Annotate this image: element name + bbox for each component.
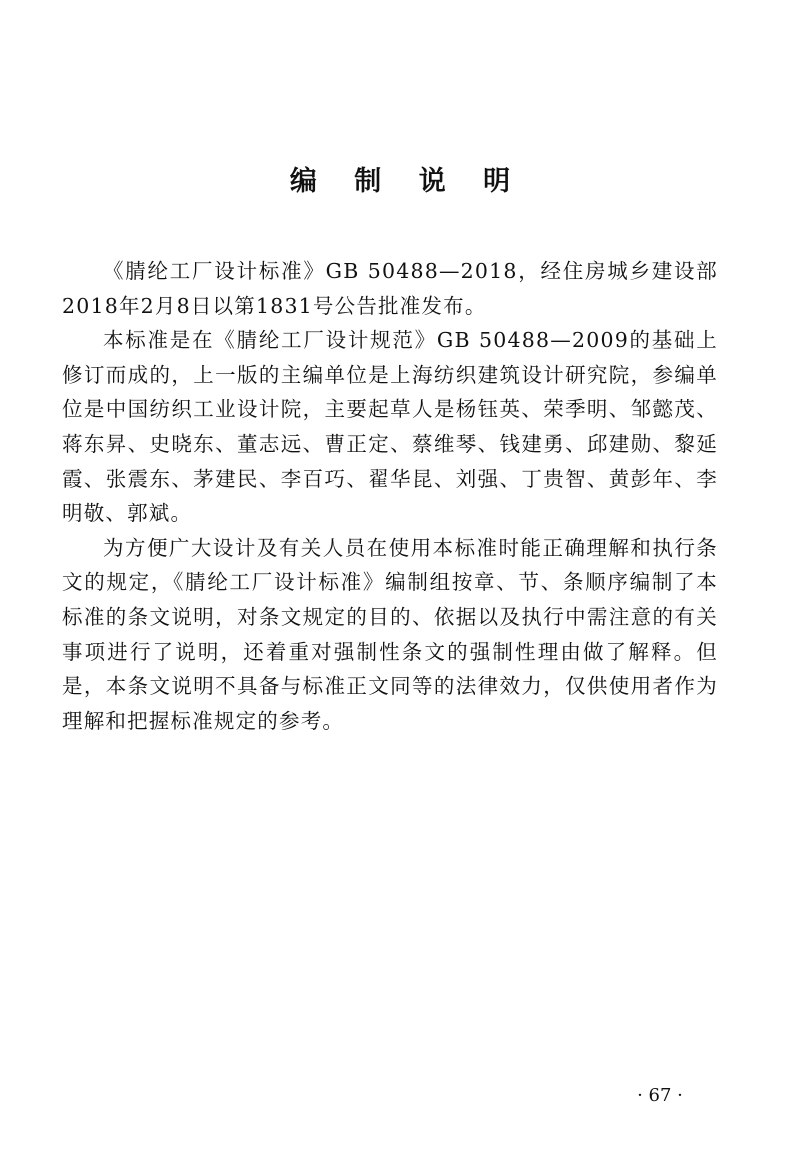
- paragraph-revision-history: 本标准是在《腈纶工厂设计规范》GB 50488—2009的基础上修订而成的，上一版的主编单位是上海纺织建筑设计研究院，参编单位是中国纺织工业设计院，主要起草人是杨钰英、荣季明、邹懿茂、蒋东昇、史晓东、董志远、曹正定、蔡维琴、钱建勇、邱建勋、黎延霞、张震东、茅建民、李百巧、翟华昆、刘强、丁贵智、黄彭年、李明敬、郭斌。: [62, 328, 718, 526]
- paragraph-purpose: 为方便广大设计及有关人员在使用本标准时能正确理解和执行条文的规定，《腈纶工厂设计标准》编制组按章、节、条顺序编制了本标准的条文说明，对条文规定的目的、依据以及执行中需注意的有关事项进行了说明，还着重对强制性条文的强制性理由做了解释。但是，本条文说明不具备与标准正文同等的法律效力，仅供使用者作为理解和把握标准规定的参考。: [62, 535, 718, 733]
- page-title: 编 制 说 明: [289, 166, 525, 198]
- body-text: [62, 254, 718, 738]
- page-number: · 67 ·: [637, 1085, 683, 1106]
- paragraph-approval: 《腈纶工厂设计标准》GB 50488—2018，经住房城乡建设部2018年2月8日以第1831号公告批准发布。: [62, 259, 718, 318]
